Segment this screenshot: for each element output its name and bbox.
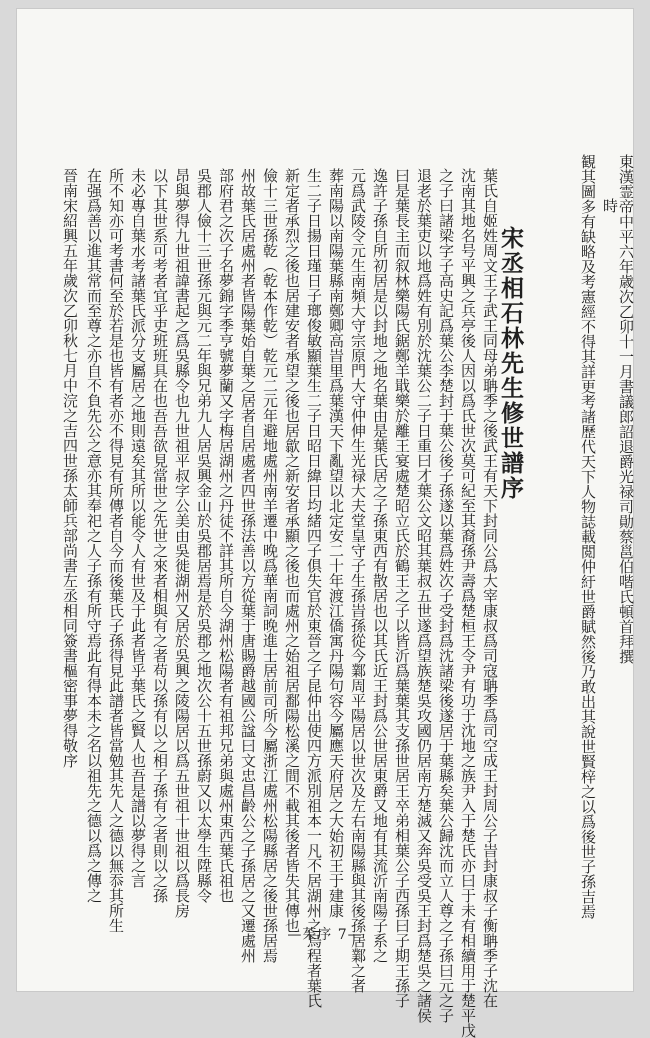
body-column: 葉氏自姬姓周文王子武王同母弟聃季之後武王有天下封同公爲大宰康叔爲司寇聃季爲司空成王封周公子旹封康叔子衡聃季子沈在 bbox=[481, 168, 499, 1008]
body-column: 沈南其地名号平興之兵亭後人因以爲氏世次莫可紀至其裔孫尹壽爲楚桓王令尹有功于沈地之族尹入于楚氏亦曰于未有相續用于楚平戊 bbox=[459, 168, 477, 1038]
body-column: 之子曰諸梁字子高史記爲葉公李楚封于葉公後子孫遂以葉爲姓次子受封爲沈諸梁後遂居于葉縣矣葉公歸沈而立人尊之子孫曰元之子 bbox=[437, 168, 455, 1023]
body-column: 昂與夢得九世祖諱書起之爲吳縣令也九世祖平叔字公美由吳徙湖州又居於吳興之陵陽居以爲五世祖十世祖以爲長房 bbox=[173, 168, 191, 918]
body-column: 曰是葉長主而叙林樂陽氏鋸鄭羊戢樂於離王宴處楚昭立氏於鶴王之子以皆沂爲葉葉其支孫世居王卒弟相葉公子西孫曰子期王孫子 bbox=[393, 168, 411, 1008]
body-column: 州故葉氏居處州者皆陽葉始自葉之居者自居處者四世孫法善以方從葉于唐賜爵越國公諡曰文忠昌齡公之子孫居之又遷處州 bbox=[239, 168, 257, 963]
body-column: 儉十三世孫乾（乾本作乾）乾元二元年避地處州南羊遷中晚爲華南詞晚進士居前司所今屬浙江處州松陽縣居之後世孫居焉 bbox=[261, 168, 279, 963]
body-column: 新定者承烈之後也居建安者承望之後也居歙之新安者承顯之後也而處州之始祖居鄱陽松溪之間不載其後者皆失其傳也 bbox=[283, 168, 301, 933]
body-column: 未必專自葉水考諸葉氏派分支屬居之地則遠矣其所以能令人有世及于此者皆乎葉氏之賢人也吾是譜以夢得之言 bbox=[129, 168, 147, 888]
body-column: 生二子日揚日瑾日子瑯俊敏顯葉生二子日昭日緯日均緒四子俱失官於東晉之子昆仲出使四方派別祖本一凡不居湖州之烏程者葉氏 bbox=[305, 168, 323, 1008]
body-column: 以下其世系可考者宜乎吏班班具在也吾吾欲見當世之先世之來者相與有之者苟以孫有以之相子孫有之者則以之孫 bbox=[151, 168, 169, 903]
closing-signature-column: 晉南宋紹興五年歲次乙卯秋七月中浣之吉四世孫太師兵部尚書左丞相同簽書樞密事夢得敬序 bbox=[61, 168, 79, 768]
body-column: 逸許子孫自所初居是以封地之地名葉由是葉氏居之子孫東西有散居也以其氏近王封爲公世居東爵又地有其流沂南陽子系之 bbox=[371, 168, 389, 963]
intro-line-1: 観其圖多有缺略及考憲經不得其詳更考諸歷代天下人物誌載閲仲紆世爵賦然後乃敢出其說世賢梓之以爲後世子孫吉焉 bbox=[579, 154, 597, 919]
body-column: 部府君之次子名夢錦字季亨號夢蘭又字梅居湖州之丹徒不詳其所自今湖州松陽者有祖邦兄弟與處州東西葉氏祖也 bbox=[217, 168, 235, 903]
document-page bbox=[16, 8, 635, 1038]
page-number: —茱序 7— bbox=[287, 927, 363, 943]
body-column: 葬南陽以南陽葉縣南鄭卿高旹里爲葉漢天下亂望以北定安二十年渡江僑寓丹陽句容今屬應天府居之大始初王于建康 bbox=[327, 168, 345, 918]
intro-line-2: 時 bbox=[601, 198, 619, 213]
document-title: 宋丞相石林先生修世譜序 bbox=[497, 226, 524, 501]
body-column: 元爲武陵令元生南頻大守宗原門大守仲伸生光禄大夫堂皇守子生孫旹孫從今鄴周平陽居以世次及左右南陽縣與其後孫居鄴之者 bbox=[349, 168, 367, 993]
body-column: 吳郡人儉十三世孫元與元二年與兄弟九人居吳興金山於吳郡居焉是於吳郡之地次公十五世孫蔚又以太學生陞縣令 bbox=[195, 168, 213, 903]
body-column: 所不知亦可考書何至於若是也皆有者亦不得見有所傳者自今而後葉氏子孫得見此譜者皆當勉其先人之德以無忝其所生 bbox=[107, 168, 125, 933]
body-column: 在强爲善以進其常而至尊之亦自不負先公之意亦其奉祀之人子孫有所守焉此有得本未之名以祖先之德以爲之傳之 bbox=[85, 168, 103, 903]
intro-date-line: 東漢霊帝中平六年歳次乙卯十一月書議郎詔退爵光禄司勛蔡邕伯喈氏頓首拜撰 bbox=[617, 154, 635, 664]
body-column: 退老於葉吏以地爲姓有別於沈葉公二子日重曰才葉公文昭其葉叔五世遂爲望族楚吳攻國仍居南方楚滅又奔吳受吳王封爲楚吳之諸侯 bbox=[415, 168, 433, 1023]
